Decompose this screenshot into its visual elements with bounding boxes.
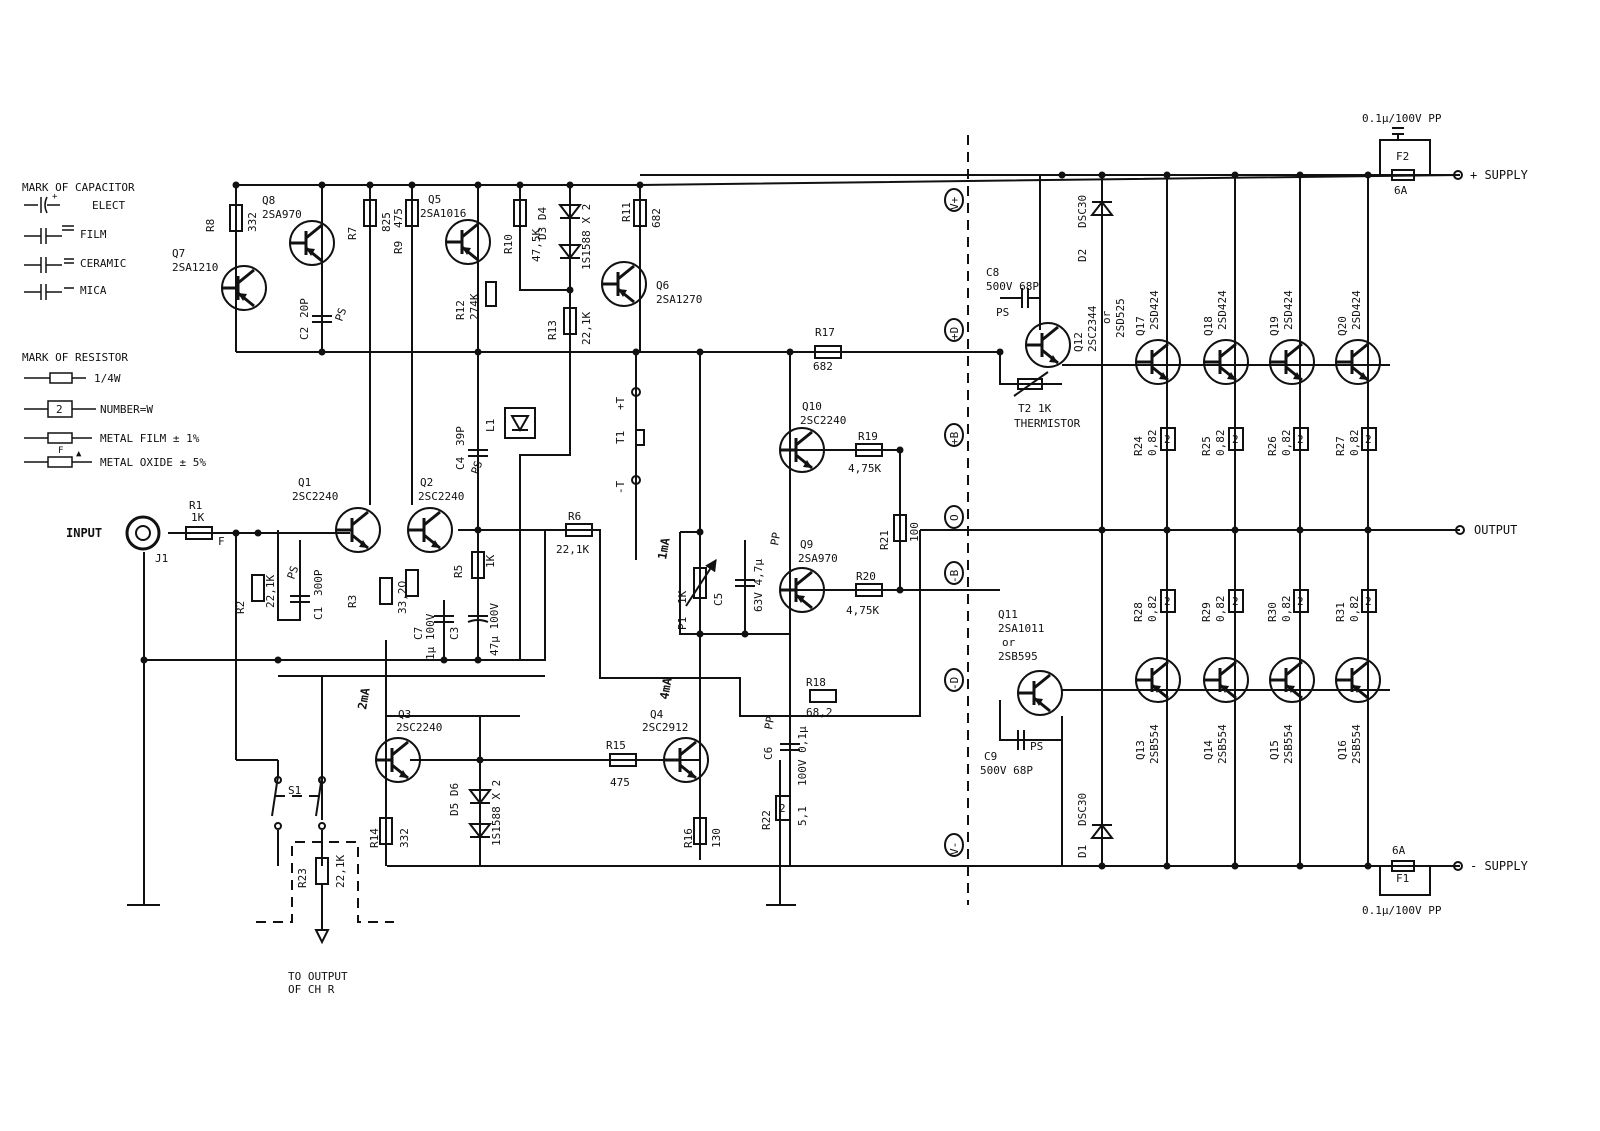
svg-text:C9: C9 [984,750,998,763]
svg-text:0,82: 0,82 [1348,429,1361,456]
legend-cap-elect-symbol [24,192,60,213]
svg-text:R15: R15 [606,739,626,752]
svg-text:2SA970: 2SA970 [262,208,302,221]
svg-text:500V 68P: 500V 68P [986,280,1039,293]
resistor-r12 [454,282,496,320]
svg-text:R9: R9 [392,240,405,254]
resistor-r18 [806,676,836,719]
svg-text:1K: 1K [1038,402,1052,415]
transistor-q13 [1136,658,1180,702]
svg-text:R23: R23 [296,868,309,888]
svg-text:682: 682 [813,360,833,373]
svg-text:F: F [218,535,225,548]
svg-text:2SB554: 2SB554 [1216,724,1229,764]
svg-text:-T: -T [614,480,627,494]
svg-text:R7: R7 [346,226,359,240]
svg-text:Q10: Q10 [802,400,822,413]
transistor-q2 [408,508,452,552]
svg-text:2SB595: 2SB595 [998,650,1038,663]
svg-text:S1: S1 [288,784,302,797]
svg-text:1S1588 X 2: 1S1588 X 2 [580,203,593,270]
svg-text:R2: R2 [234,600,247,614]
svg-text:R20: R20 [856,570,876,583]
svg-text:OUTPUT: OUTPUT [1474,523,1518,537]
svg-text:F2: F2 [1396,150,1410,163]
svg-text:22,1K: 22,1K [580,311,593,345]
svg-text:475: 475 [610,776,630,789]
svg-text:2SD525: 2SD525 [1114,298,1127,338]
svg-text:0,82: 0,82 [1146,429,1159,456]
svg-text:39P: 39P [454,426,467,446]
legend-cap-film-symbol [24,226,74,244]
resistor-r15 [606,739,636,789]
svg-text:47µ 100V: 47µ 100V [488,603,501,656]
svg-text:V-: V- [948,841,961,855]
transistor-q16 [1336,658,1380,702]
svg-text:Q3: Q3 [398,708,412,721]
resistor-r19 [848,430,882,475]
svg-text:63V 4,7µ: 63V 4,7µ [752,559,765,612]
svg-text:1K: 1K [484,554,497,568]
input-jack[interactable] [127,517,159,549]
svg-text:R12: R12 [454,300,467,320]
svg-text:2SD424: 2SD424 [1148,290,1161,330]
svg-text:2SC2240: 2SC2240 [800,414,847,427]
svg-text:Q16: Q16 [1336,740,1349,760]
svg-text:R28: R28 [1132,602,1145,622]
legend-res-quarter-watt-symbol [24,373,86,383]
svg-text:+ SUPPLY: + SUPPLY [1470,168,1528,182]
transistor-q14 [1204,658,1248,702]
legend-res-metal-film-symbol [24,433,92,443]
legend-res-number-box: 2 [56,403,63,416]
input-jack-ref: J1 [155,552,169,565]
svg-text:C8: C8 [986,266,1000,279]
svg-text:332: 332 [246,212,259,232]
svg-text:100V 0,1µ: 100V 0,1µ [796,726,809,786]
svg-text:1S1588 X 2: 1S1588 X 2 [490,779,503,846]
resistor-r22 [760,796,809,830]
legend-cap-mica-label: MICA [80,284,107,297]
svg-text:P1: P1 [676,616,689,630]
svg-text:PS: PS [1030,740,1044,753]
legend-res-metal-film-label: METAL FILM ± 1% [100,432,200,445]
diode-d2 [1076,195,1112,262]
svg-text:R13: R13 [546,320,559,340]
transistor-labels [172,193,1363,764]
transistor-q11 [1018,671,1062,715]
svg-text:4,75K: 4,75K [848,462,882,475]
svg-text:T2: T2 [1018,402,1032,415]
resistor-r1 [186,499,225,548]
input-label: INPUT [66,526,103,540]
svg-text:+T: +T [614,396,627,410]
svg-text:274K: 274K [468,293,481,320]
svg-text:2SA1016: 2SA1016 [420,207,467,220]
potentiometer-p1[interactable] [676,560,716,630]
transistor-q20 [1336,340,1380,384]
svg-text:V+: V+ [948,196,961,210]
svg-text:T1: T1 [614,430,627,444]
transistor-q1 [336,508,380,552]
svg-text:C2: C2 [298,326,311,340]
svg-text:2SA970: 2SA970 [798,552,838,565]
svg-text:2SC2344: 2SC2344 [1086,305,1099,352]
svg-text:Q18: Q18 [1202,316,1215,336]
capacitor-c4 [454,426,488,476]
svg-text:R14: R14 [368,828,381,848]
current-annotations [355,536,675,711]
svg-text:R5: R5 [452,564,465,578]
svg-text:1K: 1K [676,590,689,604]
diode-d1 [1076,793,1112,858]
svg-text:2mA: 2mA [355,686,373,711]
svg-text:300P: 300P [312,569,325,596]
inductor-l1 [484,408,535,438]
svg-text:R3: R3 [346,594,359,608]
svg-text:4,75K: 4,75K [846,604,880,617]
capacitor-c6 [762,715,809,786]
svg-text:2: 2 [1297,433,1304,446]
svg-text:2: 2 [1164,595,1171,608]
svg-text:20P: 20P [298,298,311,318]
svg-text:2SC2240: 2SC2240 [418,490,465,503]
svg-text:PP: PP [762,715,778,731]
legend-cap-mica-symbol [24,284,74,300]
svg-text:THERMISTOR: THERMISTOR [1014,417,1081,430]
resistor-r3 [346,578,409,614]
svg-text:Q11: Q11 [998,608,1018,621]
svg-text:or: or [1002,636,1016,649]
svg-text:2: 2 [1232,433,1239,446]
svg-text:Q5: Q5 [428,193,442,206]
svg-text:33,2Ω: 33,2Ω [396,580,409,614]
svg-text:332: 332 [398,828,411,848]
capacitor-c1 [285,564,325,620]
legend-res-metal-film-mark: F [58,446,64,456]
transistor-q12 [1026,323,1070,367]
switch-s1[interactable] [236,760,325,866]
resistor-r5 [452,552,497,578]
resistor-r8 [204,205,259,232]
to-output-label-2: OF CH R [288,983,335,996]
svg-text:R16: R16 [682,828,695,848]
junction-dots [141,172,1372,870]
svg-text:Q12: Q12 [1072,332,1085,352]
svg-text:2SC2912: 2SC2912 [642,721,689,734]
svg-text:D5 D6: D5 D6 [448,782,461,816]
resistor-r14 [368,818,411,848]
svg-text:68,2: 68,2 [806,706,833,719]
svg-text:0.1µ/100V PP: 0.1µ/100V PP [1362,112,1442,125]
svg-text:22,1K: 22,1K [334,854,347,888]
svg-text:Q15: Q15 [1268,740,1281,760]
svg-text:R24: R24 [1132,436,1145,456]
emitter-resistors-upper [1132,428,1376,456]
svg-text:2SC2240: 2SC2240 [292,490,339,503]
svg-text:D2: D2 [1076,248,1089,262]
svg-text:0.1µ/100V PP: 0.1µ/100V PP [1362,904,1442,917]
diode-d4 [536,205,580,240]
svg-text:475: 475 [392,208,405,228]
svg-text:0,82: 0,82 [1214,595,1227,622]
svg-text:PS: PS [996,306,1010,319]
resistor-r20 [846,570,882,617]
svg-text:1mA: 1mA [655,536,673,561]
svg-text:Q7: Q7 [172,247,186,260]
svg-text:PS: PS [332,306,350,324]
svg-text:1K: 1K [191,511,205,524]
svg-text:Q6: Q6 [656,279,670,292]
legend-capacitor-title: MARK OF CAPACITOR [22,181,135,194]
svg-text:130: 130 [710,828,723,848]
capacitor-c9 [980,730,1043,777]
svg-text:2SD424: 2SD424 [1282,290,1295,330]
capacitor-c3 [448,600,501,656]
rail-connectors [945,189,963,856]
svg-text:R8: R8 [204,218,217,232]
transistor-q5 [446,220,490,264]
terminal-plus-supply[interactable] [1430,168,1529,182]
legend-cap-film-label: FILM [80,228,107,241]
svg-text:R18: R18 [806,676,826,689]
svg-text:682: 682 [650,208,663,228]
svg-text:R27: R27 [1334,436,1347,456]
diode-d3 [560,204,593,270]
legend-res-metal-oxide-label: METAL OXIDE ± 5% [100,456,206,469]
svg-text:PS: PS [468,459,486,477]
svg-text:C3: C3 [448,626,461,640]
input-section [66,517,168,905]
svg-text:R21: R21 [878,530,891,550]
svg-text:R17: R17 [815,326,835,339]
svg-text:Q1: Q1 [298,476,312,489]
svg-text:-B: -B [948,569,961,583]
svg-text:F1: F1 [1396,872,1410,885]
svg-text:PP: PP [768,531,784,547]
svg-text:Q14: Q14 [1202,740,1215,760]
svg-text:-D: -D [948,676,961,690]
svg-text:Q20: Q20 [1336,316,1349,336]
svg-text:DSC30: DSC30 [1076,792,1089,826]
svg-text:C7: C7 [412,626,425,640]
svg-text:R25: R25 [1200,436,1213,456]
legend-res-metal-oxide-mark: ▲ [76,449,82,459]
svg-text:2: 2 [1365,433,1372,446]
svg-text:1µ 100V: 1µ 100V [424,613,437,660]
resistor-r9 [392,200,418,254]
transistor-q7 [222,266,266,310]
legend-res-metal-oxide-symbol [24,457,92,467]
transistor-q18 [1204,340,1248,384]
svg-text:0,82: 0,82 [1280,429,1293,456]
resistor-r11 [620,200,663,228]
svg-text:C5: C5 [712,592,725,606]
resistor-r16 [682,818,723,848]
svg-text:Q13: Q13 [1134,740,1147,760]
fuse-f2 [1362,112,1442,197]
resistor-r17 [813,326,841,373]
legend-resistor-title: MARK OF RESISTOR [22,351,128,364]
terminal-minus-supply[interactable] [1430,859,1529,873]
svg-text:47,5K: 47,5K [530,228,543,262]
svg-text:C4: C4 [454,456,467,470]
svg-text:Q8: Q8 [262,194,276,207]
svg-text:2SA1011: 2SA1011 [998,622,1045,635]
transistor-q19 [1270,340,1314,384]
legend-res-quarter-watt-label: 1/4W [94,372,121,385]
svg-text:R30: R30 [1266,602,1279,622]
svg-text:6A: 6A [1394,184,1408,197]
legend-res-number-label: NUMBER=W [100,403,153,416]
svg-text:6A: 6A [1392,844,1406,857]
transistor-q8 [290,221,334,265]
svg-text:0,82: 0,82 [1214,429,1227,456]
svg-text:R6: R6 [568,510,582,523]
emitter-resistors-lower [1132,590,1376,622]
svg-text:+D: +D [948,326,961,340]
svg-text:2: 2 [1164,433,1171,446]
svg-text:O: O [948,514,961,521]
svg-text:Q2: Q2 [420,476,434,489]
svg-text:2: 2 [1365,595,1372,608]
svg-text:5,1: 5,1 [796,806,809,826]
svg-text:2: 2 [1232,595,1239,608]
capacitor-c5 [712,531,783,634]
svg-text:R26: R26 [1266,436,1279,456]
svg-text:R19: R19 [858,430,878,443]
svg-text:C1: C1 [312,606,325,620]
svg-text:DSC30: DSC30 [1076,194,1089,228]
thermistor-t2 [1014,372,1081,430]
resistor-r23 [256,842,394,996]
terminal-output[interactable] [1456,523,1517,537]
svg-text:D3 D4: D3 D4 [536,206,549,240]
svg-text:+: + [52,192,58,202]
svg-text:+B: +B [948,431,961,445]
legend-cap-ceramic-label: CERAMIC [80,257,127,270]
svg-text:Q17: Q17 [1134,316,1147,336]
svg-text:2SB554: 2SB554 [1148,724,1161,764]
capacitor-c2 [298,298,349,352]
fuse-f1 [1362,844,1442,917]
svg-text:100: 100 [908,522,921,542]
svg-text:R29: R29 [1200,602,1213,622]
svg-text:2: 2 [1297,595,1304,608]
svg-text:2SA1270: 2SA1270 [656,293,703,306]
svg-text:L1: L1 [484,418,497,432]
svg-text:2SB554: 2SB554 [1350,724,1363,764]
svg-text:825: 825 [380,212,393,232]
svg-text:2SC2240: 2SC2240 [396,721,443,734]
svg-text:Q4: Q4 [650,708,664,721]
svg-text:2SD424: 2SD424 [1350,290,1363,330]
transistor-q15 [1270,658,1314,702]
svg-text:- SUPPLY: - SUPPLY [1470,859,1528,873]
svg-text:22,1K: 22,1K [264,574,277,608]
svg-text:2SD424: 2SD424 [1216,290,1229,330]
svg-text:500V 68P: 500V 68P [980,764,1033,777]
svg-text:R11: R11 [620,202,633,222]
svg-text:R1: R1 [189,499,203,512]
svg-text:R31: R31 [1334,602,1347,622]
svg-text:2SB554: 2SB554 [1282,724,1295,764]
resistor-r6 [556,510,592,556]
svg-text:Q19: Q19 [1268,316,1281,336]
transistor-q17 [1136,340,1180,384]
svg-text:2SA1210: 2SA1210 [172,261,219,274]
svg-text:22,1K: 22,1K [556,543,590,556]
resistor-r2 [234,575,277,614]
svg-text:D1: D1 [1076,844,1089,858]
legend-cap-ceramic-symbol [24,257,74,273]
svg-text:PS: PS [284,564,302,582]
svg-text:0,82: 0,82 [1348,595,1361,622]
svg-text:or: or [1100,310,1113,324]
legend-cap-elect-label: ELECT [92,199,126,212]
legend [22,181,206,469]
connector-t1 [614,388,644,494]
svg-text:2: 2 [779,802,786,815]
to-output-label-1: TO OUTPUT [288,970,348,983]
svg-text:4mA: 4mA [657,676,675,701]
svg-text:0,82: 0,82 [1146,595,1159,622]
transistors [222,220,1380,782]
svg-text:0,82: 0,82 [1280,595,1293,622]
svg-text:R10: R10 [502,234,515,254]
svg-text:R22: R22 [760,810,773,830]
capacitor-c8 [986,266,1040,319]
svg-text:C6: C6 [762,746,775,760]
svg-text:Q9: Q9 [800,538,814,551]
